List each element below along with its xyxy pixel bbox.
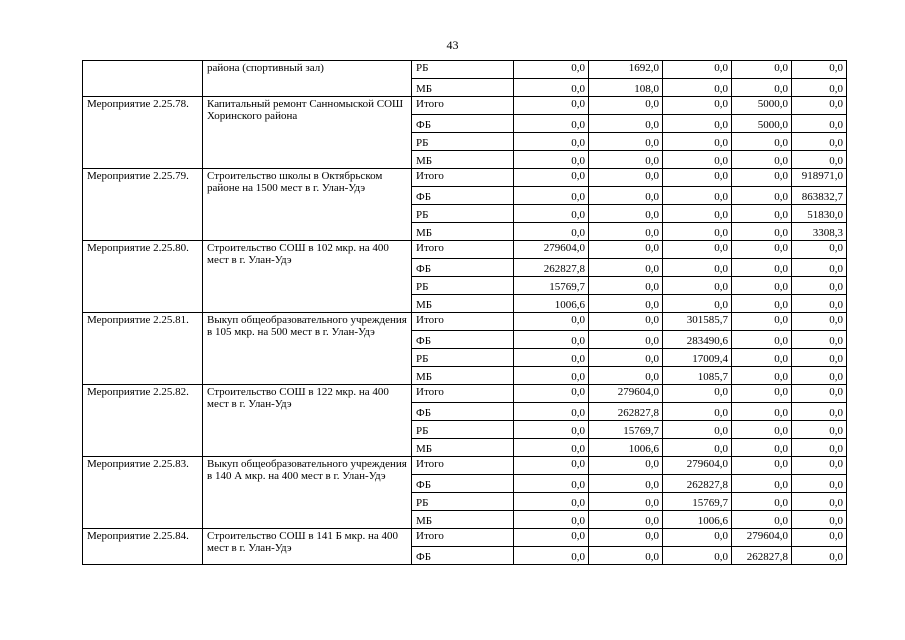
- funding-source: МБ: [412, 79, 514, 97]
- amount-cell: 5000,0: [732, 97, 792, 115]
- amount-cell: 0,0: [514, 367, 589, 385]
- funding-source: РБ: [412, 349, 514, 367]
- amount-cell: 0,0: [514, 331, 589, 349]
- amount-cell: 0,0: [514, 457, 589, 475]
- amount-cell: 0,0: [732, 511, 792, 529]
- amount-cell: 0,0: [589, 511, 663, 529]
- amount-cell: 0,0: [663, 223, 732, 241]
- amount-cell: 279604,0: [663, 457, 732, 475]
- activity-name: Выкуп общеобразовательного учреждения в 140 А мкр. на 400 мест в г. Улан-Удэ: [203, 457, 412, 529]
- amount-cell: 0,0: [589, 493, 663, 511]
- amount-cell: 0,0: [792, 511, 847, 529]
- funding-source: МБ: [412, 367, 514, 385]
- amount-cell: 0,0: [732, 349, 792, 367]
- funding-source: РБ: [412, 493, 514, 511]
- amount-cell: 262827,8: [514, 259, 589, 277]
- amount-cell: 0,0: [732, 79, 792, 97]
- amount-cell: 1692,0: [589, 61, 663, 79]
- amount-cell: 0,0: [732, 331, 792, 349]
- amount-cell: 0,0: [663, 403, 732, 421]
- amount-cell: 0,0: [514, 133, 589, 151]
- amount-cell: 0,0: [663, 421, 732, 439]
- amount-cell: 1085,7: [663, 367, 732, 385]
- amount-cell: 0,0: [792, 97, 847, 115]
- activity-id: Мероприятие 2.25.80.: [83, 241, 203, 313]
- amount-cell: 0,0: [514, 79, 589, 97]
- amount-cell: 51830,0: [792, 205, 847, 223]
- amount-cell: 0,0: [792, 61, 847, 79]
- amount-cell: 0,0: [663, 205, 732, 223]
- amount-cell: 0,0: [589, 259, 663, 277]
- amount-cell: 0,0: [732, 241, 792, 259]
- funding-source: Итого: [412, 313, 514, 331]
- amount-cell: 262827,8: [732, 547, 792, 565]
- table-row: [83, 313, 847, 331]
- amount-cell: 0,0: [589, 223, 663, 241]
- amount-cell: 0,0: [663, 169, 732, 187]
- amount-cell: 5000,0: [732, 115, 792, 133]
- amount-cell: 0,0: [589, 241, 663, 259]
- amount-cell: 1006,6: [514, 295, 589, 313]
- amount-cell: 0,0: [514, 421, 589, 439]
- amount-cell: 15769,7: [663, 493, 732, 511]
- funding-source: РБ: [412, 61, 514, 79]
- amount-cell: 279604,0: [514, 241, 589, 259]
- amount-cell: 0,0: [792, 439, 847, 457]
- amount-cell: 0,0: [732, 457, 792, 475]
- funding-source: Итого: [412, 385, 514, 403]
- amount-cell: 0,0: [514, 547, 589, 565]
- amount-cell: 0,0: [663, 295, 732, 313]
- activity-name: Строительство школы в Октябрьском районе на 1500 мест в г. Улан-Удэ: [203, 169, 412, 241]
- funding-source: ФБ: [412, 547, 514, 565]
- amount-cell: 262827,8: [589, 403, 663, 421]
- amount-cell: 0,0: [589, 151, 663, 169]
- funding-source: Итого: [412, 169, 514, 187]
- funding-source: ФБ: [412, 331, 514, 349]
- amount-cell: 0,0: [663, 259, 732, 277]
- amount-cell: 0,0: [514, 493, 589, 511]
- amount-cell: 0,0: [589, 367, 663, 385]
- amount-cell: 0,0: [792, 493, 847, 511]
- amount-cell: 0,0: [514, 313, 589, 331]
- amount-cell: 0,0: [792, 115, 847, 133]
- amount-cell: 0,0: [792, 349, 847, 367]
- amount-cell: 15769,7: [514, 277, 589, 295]
- amount-cell: 0,0: [663, 439, 732, 457]
- amount-cell: 262827,8: [663, 475, 732, 493]
- amount-cell: 0,0: [663, 385, 732, 403]
- amount-cell: 0,0: [732, 205, 792, 223]
- table-row: [83, 385, 847, 403]
- funding-source: ФБ: [412, 115, 514, 133]
- amount-cell: 0,0: [732, 403, 792, 421]
- amount-cell: 0,0: [732, 493, 792, 511]
- funding-source: Итого: [412, 529, 514, 547]
- amount-cell: 0,0: [732, 277, 792, 295]
- amount-cell: 0,0: [589, 313, 663, 331]
- amount-cell: 0,0: [792, 547, 847, 565]
- activity-id: Мероприятие 2.25.84.: [83, 529, 203, 565]
- amount-cell: 0,0: [589, 115, 663, 133]
- table-row: [83, 529, 847, 547]
- activity-name: района (спортивный зал): [203, 61, 412, 97]
- funding-source: РБ: [412, 277, 514, 295]
- amount-cell: 0,0: [792, 475, 847, 493]
- budget-table: [82, 60, 847, 565]
- amount-cell: 0,0: [792, 313, 847, 331]
- amount-cell: 0,0: [792, 79, 847, 97]
- amount-cell: 1006,6: [663, 511, 732, 529]
- table-row: [83, 169, 847, 187]
- amount-cell: 0,0: [663, 547, 732, 565]
- funding-source: РБ: [412, 133, 514, 151]
- amount-cell: 0,0: [663, 79, 732, 97]
- activity-id: Мероприятие 2.25.79.: [83, 169, 203, 241]
- amount-cell: 1006,6: [589, 439, 663, 457]
- amount-cell: 0,0: [589, 97, 663, 115]
- amount-cell: 279604,0: [732, 529, 792, 547]
- activity-id: [83, 61, 203, 97]
- amount-cell: 0,0: [663, 61, 732, 79]
- amount-cell: 0,0: [792, 457, 847, 475]
- amount-cell: 918971,0: [792, 169, 847, 187]
- amount-cell: 0,0: [732, 169, 792, 187]
- amount-cell: 108,0: [589, 79, 663, 97]
- page-number: 43: [446, 38, 459, 52]
- amount-cell: 0,0: [663, 277, 732, 295]
- activity-name: Капитальный ремонт Санномыской СОШ Хоринского района: [203, 97, 412, 169]
- amount-cell: 0,0: [792, 529, 847, 547]
- amount-cell: 0,0: [589, 547, 663, 565]
- amount-cell: 0,0: [732, 475, 792, 493]
- amount-cell: 283490,6: [663, 331, 732, 349]
- table-row: [83, 97, 847, 115]
- amount-cell: 0,0: [663, 115, 732, 133]
- amount-cell: 0,0: [514, 169, 589, 187]
- amount-cell: 0,0: [589, 331, 663, 349]
- amount-cell: 0,0: [792, 403, 847, 421]
- funding-source: ФБ: [412, 475, 514, 493]
- funding-source: Итого: [412, 241, 514, 259]
- funding-source: МБ: [412, 295, 514, 313]
- amount-cell: 0,0: [514, 223, 589, 241]
- amount-cell: 0,0: [792, 151, 847, 169]
- amount-cell: 0,0: [792, 295, 847, 313]
- funding-source: Итого: [412, 457, 514, 475]
- amount-cell: 0,0: [732, 421, 792, 439]
- amount-cell: 0,0: [732, 313, 792, 331]
- amount-cell: 0,0: [732, 151, 792, 169]
- amount-cell: 0,0: [792, 421, 847, 439]
- amount-cell: 0,0: [589, 277, 663, 295]
- amount-cell: 0,0: [792, 259, 847, 277]
- amount-cell: 0,0: [589, 169, 663, 187]
- amount-cell: 0,0: [589, 529, 663, 547]
- amount-cell: 0,0: [514, 97, 589, 115]
- amount-cell: 0,0: [732, 133, 792, 151]
- activity-name: Строительство СОШ в 141 Б мкр. на 400 мест в г. Улан-Удэ: [203, 529, 412, 565]
- amount-cell: 0,0: [514, 385, 589, 403]
- funding-source: МБ: [412, 439, 514, 457]
- table-row: [83, 61, 847, 79]
- amount-cell: 0,0: [514, 403, 589, 421]
- amount-cell: 0,0: [663, 133, 732, 151]
- amount-cell: 0,0: [732, 187, 792, 205]
- activity-name: Строительство СОШ в 122 мкр. на 400 мест в г. Улан-Удэ: [203, 385, 412, 457]
- amount-cell: 0,0: [514, 439, 589, 457]
- funding-source: РБ: [412, 421, 514, 439]
- amount-cell: 0,0: [514, 349, 589, 367]
- amount-cell: 0,0: [792, 385, 847, 403]
- amount-cell: 0,0: [589, 205, 663, 223]
- amount-cell: 0,0: [732, 439, 792, 457]
- funding-source: РБ: [412, 205, 514, 223]
- amount-cell: 0,0: [732, 295, 792, 313]
- amount-cell: 0,0: [514, 61, 589, 79]
- activity-id: Мероприятие 2.25.83.: [83, 457, 203, 529]
- amount-cell: 0,0: [589, 133, 663, 151]
- amount-cell: 0,0: [514, 115, 589, 133]
- amount-cell: 0,0: [792, 367, 847, 385]
- amount-cell: 0,0: [514, 511, 589, 529]
- funding-source: Итого: [412, 97, 514, 115]
- amount-cell: 0,0: [792, 331, 847, 349]
- amount-cell: 0,0: [589, 349, 663, 367]
- table-row: [83, 457, 847, 475]
- funding-source: ФБ: [412, 403, 514, 421]
- amount-cell: 0,0: [792, 241, 847, 259]
- amount-cell: 0,0: [663, 151, 732, 169]
- amount-cell: 0,0: [663, 241, 732, 259]
- amount-cell: 17009,4: [663, 349, 732, 367]
- activity-name: Строительство СОШ в 102 мкр. на 400 мест в г. Улан-Удэ: [203, 241, 412, 313]
- activity-name: Выкуп общеобразовательного учреждения в 105 мкр. на 500 мест в г. Улан-Удэ: [203, 313, 412, 385]
- amount-cell: 0,0: [514, 205, 589, 223]
- amount-cell: 0,0: [589, 475, 663, 493]
- amount-cell: 0,0: [732, 61, 792, 79]
- amount-cell: 0,0: [589, 457, 663, 475]
- amount-cell: 15769,7: [589, 421, 663, 439]
- amount-cell: 0,0: [732, 385, 792, 403]
- table-row: [83, 241, 847, 259]
- funding-source: МБ: [412, 223, 514, 241]
- amount-cell: 0,0: [732, 223, 792, 241]
- amount-cell: 0,0: [514, 529, 589, 547]
- amount-cell: 0,0: [663, 97, 732, 115]
- funding-source: МБ: [412, 151, 514, 169]
- amount-cell: 863832,7: [792, 187, 847, 205]
- amount-cell: 0,0: [589, 295, 663, 313]
- budget-table-body: [83, 61, 847, 565]
- funding-source: МБ: [412, 511, 514, 529]
- amount-cell: 0,0: [732, 259, 792, 277]
- amount-cell: 3308,3: [792, 223, 847, 241]
- amount-cell: 0,0: [589, 187, 663, 205]
- amount-cell: 0,0: [663, 529, 732, 547]
- amount-cell: 0,0: [514, 187, 589, 205]
- amount-cell: 0,0: [732, 367, 792, 385]
- amount-cell: 0,0: [514, 151, 589, 169]
- amount-cell: 279604,0: [589, 385, 663, 403]
- activity-id: Мероприятие 2.25.82.: [83, 385, 203, 457]
- funding-source: ФБ: [412, 187, 514, 205]
- amount-cell: 0,0: [663, 187, 732, 205]
- amount-cell: 0,0: [792, 133, 847, 151]
- amount-cell: 0,0: [792, 277, 847, 295]
- activity-id: Мероприятие 2.25.81.: [83, 313, 203, 385]
- amount-cell: 0,0: [514, 475, 589, 493]
- activity-id: Мероприятие 2.25.78.: [83, 97, 203, 169]
- funding-source: ФБ: [412, 259, 514, 277]
- amount-cell: 301585,7: [663, 313, 732, 331]
